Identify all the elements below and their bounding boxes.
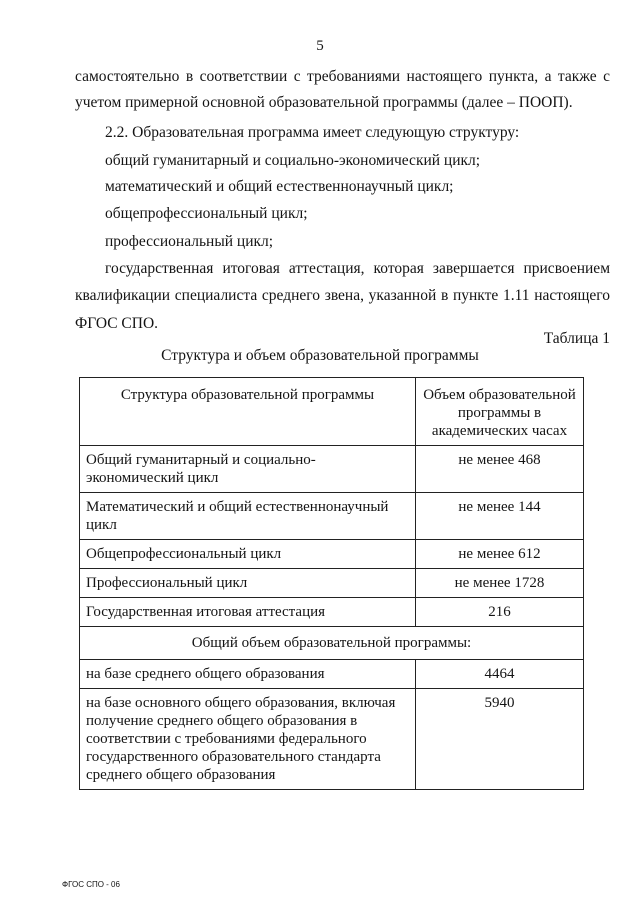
- table-row-value: не менее 1728: [416, 569, 584, 598]
- table-caption: Таблица 1: [543, 330, 610, 347]
- table-header-row: [80, 378, 584, 446]
- table-row-label: на базе основного общего образования, включая получение среднего общего образования в соответствии с требованиями федерального государственного образовательного стандарта среднего общего образования: [80, 689, 416, 790]
- paragraph-continuation-line-2: учетом примерной основной образовательной программы (далее – ПООП).: [75, 94, 573, 111]
- table-row-value: не менее 144: [416, 493, 584, 540]
- page-number: 5: [316, 38, 324, 54]
- table-title: Структура и объем образовательной программы: [161, 347, 479, 364]
- table-row: [80, 689, 584, 790]
- table-row-value: 5940: [416, 689, 584, 790]
- list-item-general-professional-cycle: общепрофессиональный цикл;: [105, 205, 308, 222]
- table-header-volume: Объем образовательной программы в академических часах: [416, 378, 584, 446]
- paragraph-continuation-line-1: самостоятельно в соответствии с требованиями настоящего пункта, а также с: [75, 68, 610, 85]
- table-row-label: на базе среднего общего образования: [80, 660, 416, 689]
- table-row: [80, 569, 584, 598]
- table-row-value: не менее 612: [416, 540, 584, 569]
- table-row-label: Общий гуманитарный и социально-экономический цикл: [80, 446, 416, 493]
- table-row: [80, 660, 584, 689]
- table-total-header: Общий объем образовательной программы:: [80, 627, 584, 660]
- table-row-label: Общепрофессиональный цикл: [80, 540, 416, 569]
- table-row: [80, 598, 584, 627]
- structure-table: [79, 377, 584, 790]
- table-row: [80, 493, 584, 540]
- list-item-state-attestation-line-1: государственная итоговая аттестация, которая завершается присвоением: [105, 260, 610, 277]
- table-row: [80, 540, 584, 569]
- table-header-structure: Структура образовательной программы: [80, 378, 416, 446]
- table-row-label: Государственная итоговая аттестация: [80, 598, 416, 627]
- list-item-humanitarian-cycle: общий гуманитарный и социально-экономический цикл;: [105, 152, 481, 169]
- table-row-value: не менее 468: [416, 446, 584, 493]
- table-row: [80, 446, 584, 493]
- table-row-label: Математический и общий естественнонаучный цикл: [80, 493, 416, 540]
- table-row-label: Профессиональный цикл: [80, 569, 416, 598]
- table-row-value: 4464: [416, 660, 584, 689]
- list-item-math-cycle: математический и общий естественнонаучный цикл;: [105, 178, 454, 195]
- list-item-state-attestation-line-2: квалификации специалиста среднего звена, указанной в пункте 1.11 настоящего: [75, 287, 610, 304]
- footer-document-code: ФГОС СПО - 06: [62, 880, 120, 889]
- list-item-professional-cycle: профессиональный цикл;: [105, 233, 274, 250]
- paragraph-structure-intro: 2.2. Образовательная программа имеет следующую структуру:: [105, 124, 520, 141]
- list-item-state-attestation-line-3: ФГОС СПО.: [75, 315, 159, 332]
- table-total-header-row: [80, 627, 584, 660]
- table-row-value: 216: [416, 598, 584, 627]
